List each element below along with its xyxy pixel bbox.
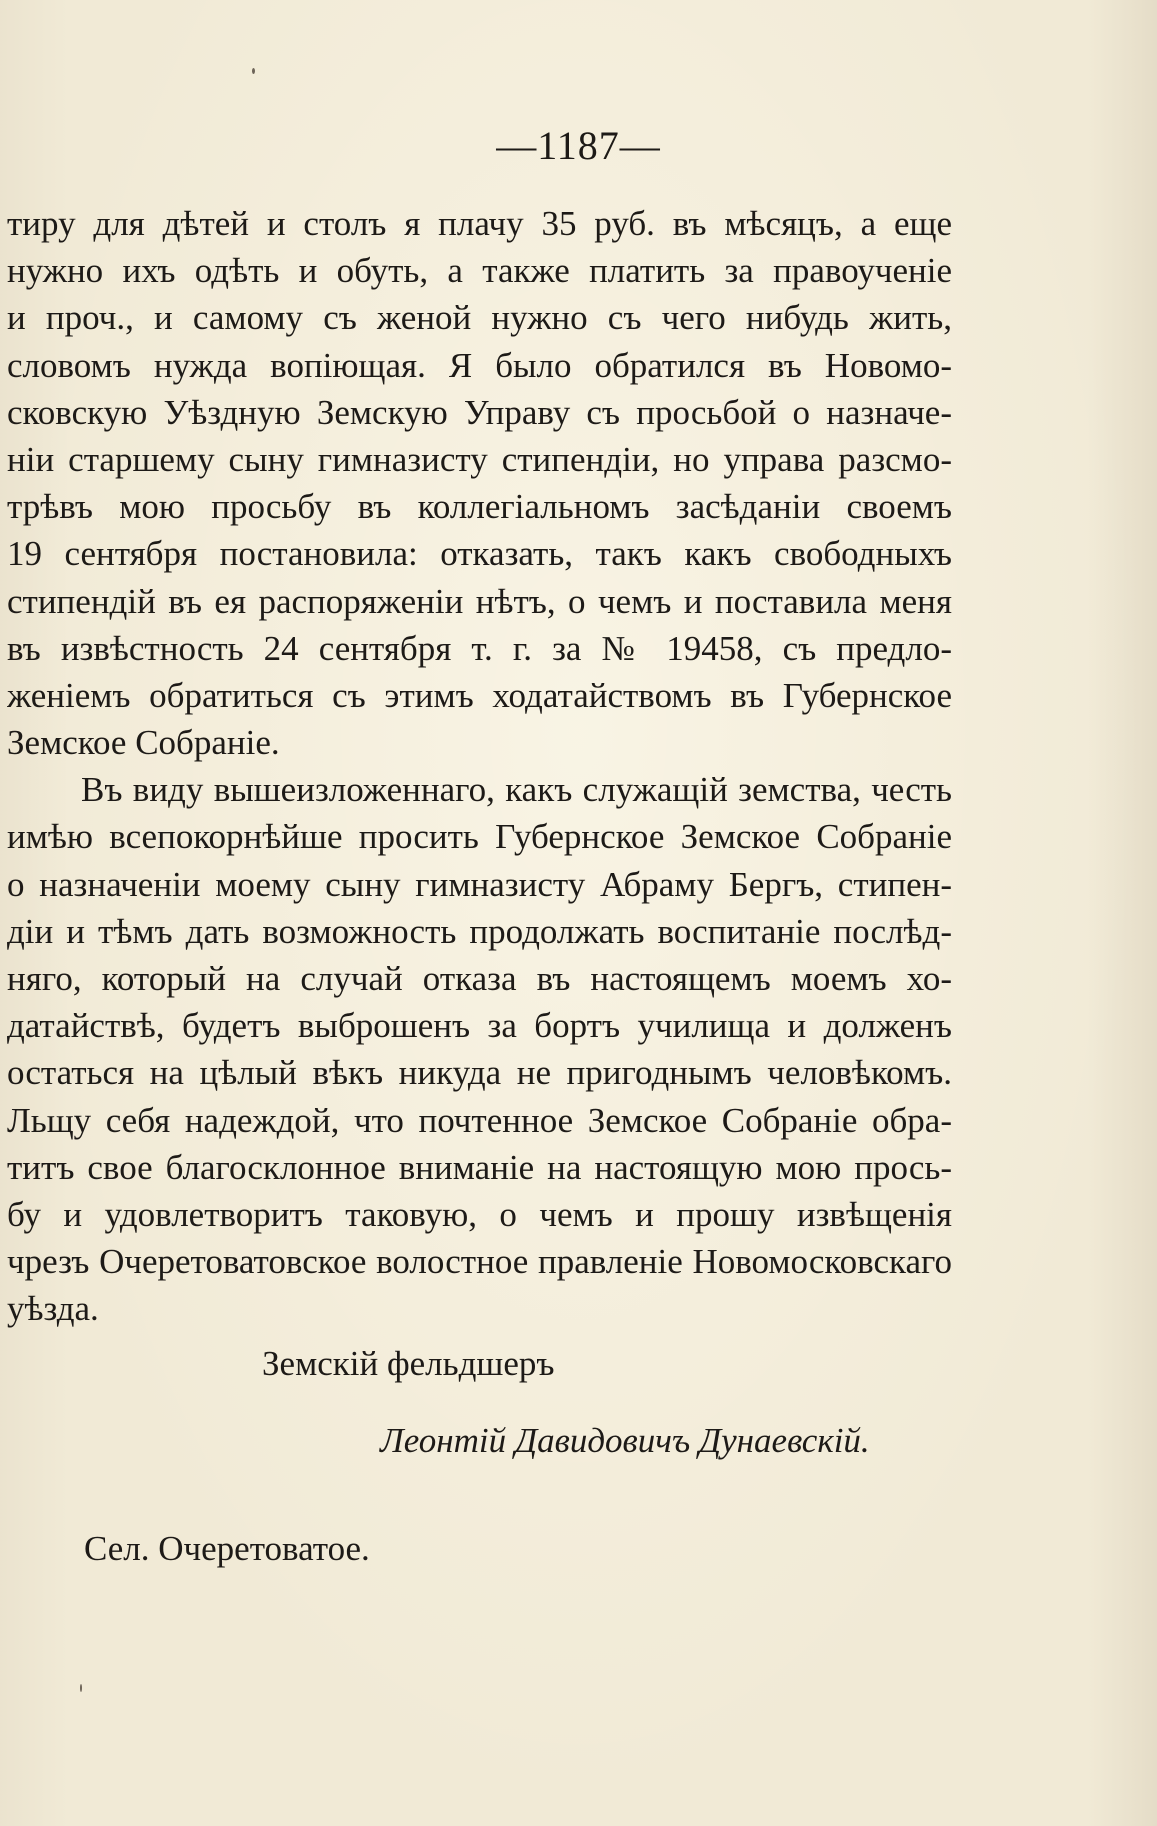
paper-speck bbox=[80, 1684, 82, 1692]
text-line: 19 сентября постановила: отказать, такъ какъ свободныхъ bbox=[7, 534, 952, 574]
text-line: Въ виду вышеизложеннаго, какъ служащій земства, честь bbox=[81, 770, 952, 810]
paper-speck bbox=[252, 68, 255, 74]
text-line: діи и тѣмъ дать возможность продолжать воспитаніе послѣд- bbox=[7, 911, 952, 951]
text-line: датайствѣ, будетъ выброшенъ за бортъ училища и долженъ bbox=[7, 1006, 952, 1046]
text-line: въ извѣстность 24 сентября т. г. за № 19458, съ предло- bbox=[7, 628, 952, 668]
text-line: сковскую Уѣздную Земскую Управу съ просьбой о назначе- bbox=[7, 392, 952, 432]
text-line: тиру для дѣтей и столъ я плачу 35 руб. въ мѣсяцъ, а еще bbox=[7, 204, 952, 243]
text-line: нужно ихъ одѣть и обуть, а также платить за правоученіе bbox=[7, 251, 952, 291]
text-line: остаться на цѣлый вѣкъ никуда не пригоднымъ человѣкомъ. bbox=[7, 1053, 952, 1093]
text-line: и проч., и самому съ женой нужно съ чего нибудь жить, bbox=[7, 298, 952, 338]
text-line: ніи старшему сыну гимназисту стипендіи, но управа разсмо- bbox=[7, 439, 952, 479]
text-line: имѣю всепокорнѣйше просить Губернское Земское Собраніе bbox=[7, 817, 952, 857]
signature-name: Леонтій Давидовичъ Дунаевскій. bbox=[380, 1421, 870, 1460]
signature-title: Земскій фельдшеръ bbox=[262, 1344, 555, 1383]
text-line: уѣзда. bbox=[7, 1289, 99, 1329]
text-line: Земское Собраніе. bbox=[7, 723, 280, 763]
text-line: женіемъ обратиться съ этимъ ходатайствомъ въ Губернское bbox=[7, 675, 952, 715]
text-line: бу и удовлетворитъ таковую, о чемъ и прошу извѣщенія bbox=[7, 1194, 952, 1234]
text-line: стипендій въ ея распоряженіи нѣтъ, о чемъ и поставила меня bbox=[7, 581, 952, 621]
place-of-origin: Сел. Очеретоватое. bbox=[84, 1529, 370, 1568]
text-line: титъ свое благосклонное вниманіе на настоящую мою прось- bbox=[7, 1147, 952, 1187]
text-line: словомъ нужда вопіющая. Я было обратился въ Новомо- bbox=[7, 345, 952, 385]
page-number: —1187— bbox=[496, 123, 661, 168]
text-line: няго, который на случай отказа въ настоящемъ моемъ хо- bbox=[7, 959, 952, 998]
text-line: о назначеніи моему сыну гимназисту Абраму Бергъ, стипен- bbox=[7, 864, 952, 904]
text-line: Льщу себя надеждой, что почтенное Земское Собраніе обра- bbox=[7, 1100, 952, 1140]
text-line: чрезъ Очеретоватовское волостное правленіе Новомосковскаго bbox=[7, 1242, 952, 1282]
text-line: трѣвъ мою просьбу въ коллегіальномъ засѣданіи своемъ bbox=[7, 487, 952, 527]
letter-body bbox=[7, 200, 952, 1333]
